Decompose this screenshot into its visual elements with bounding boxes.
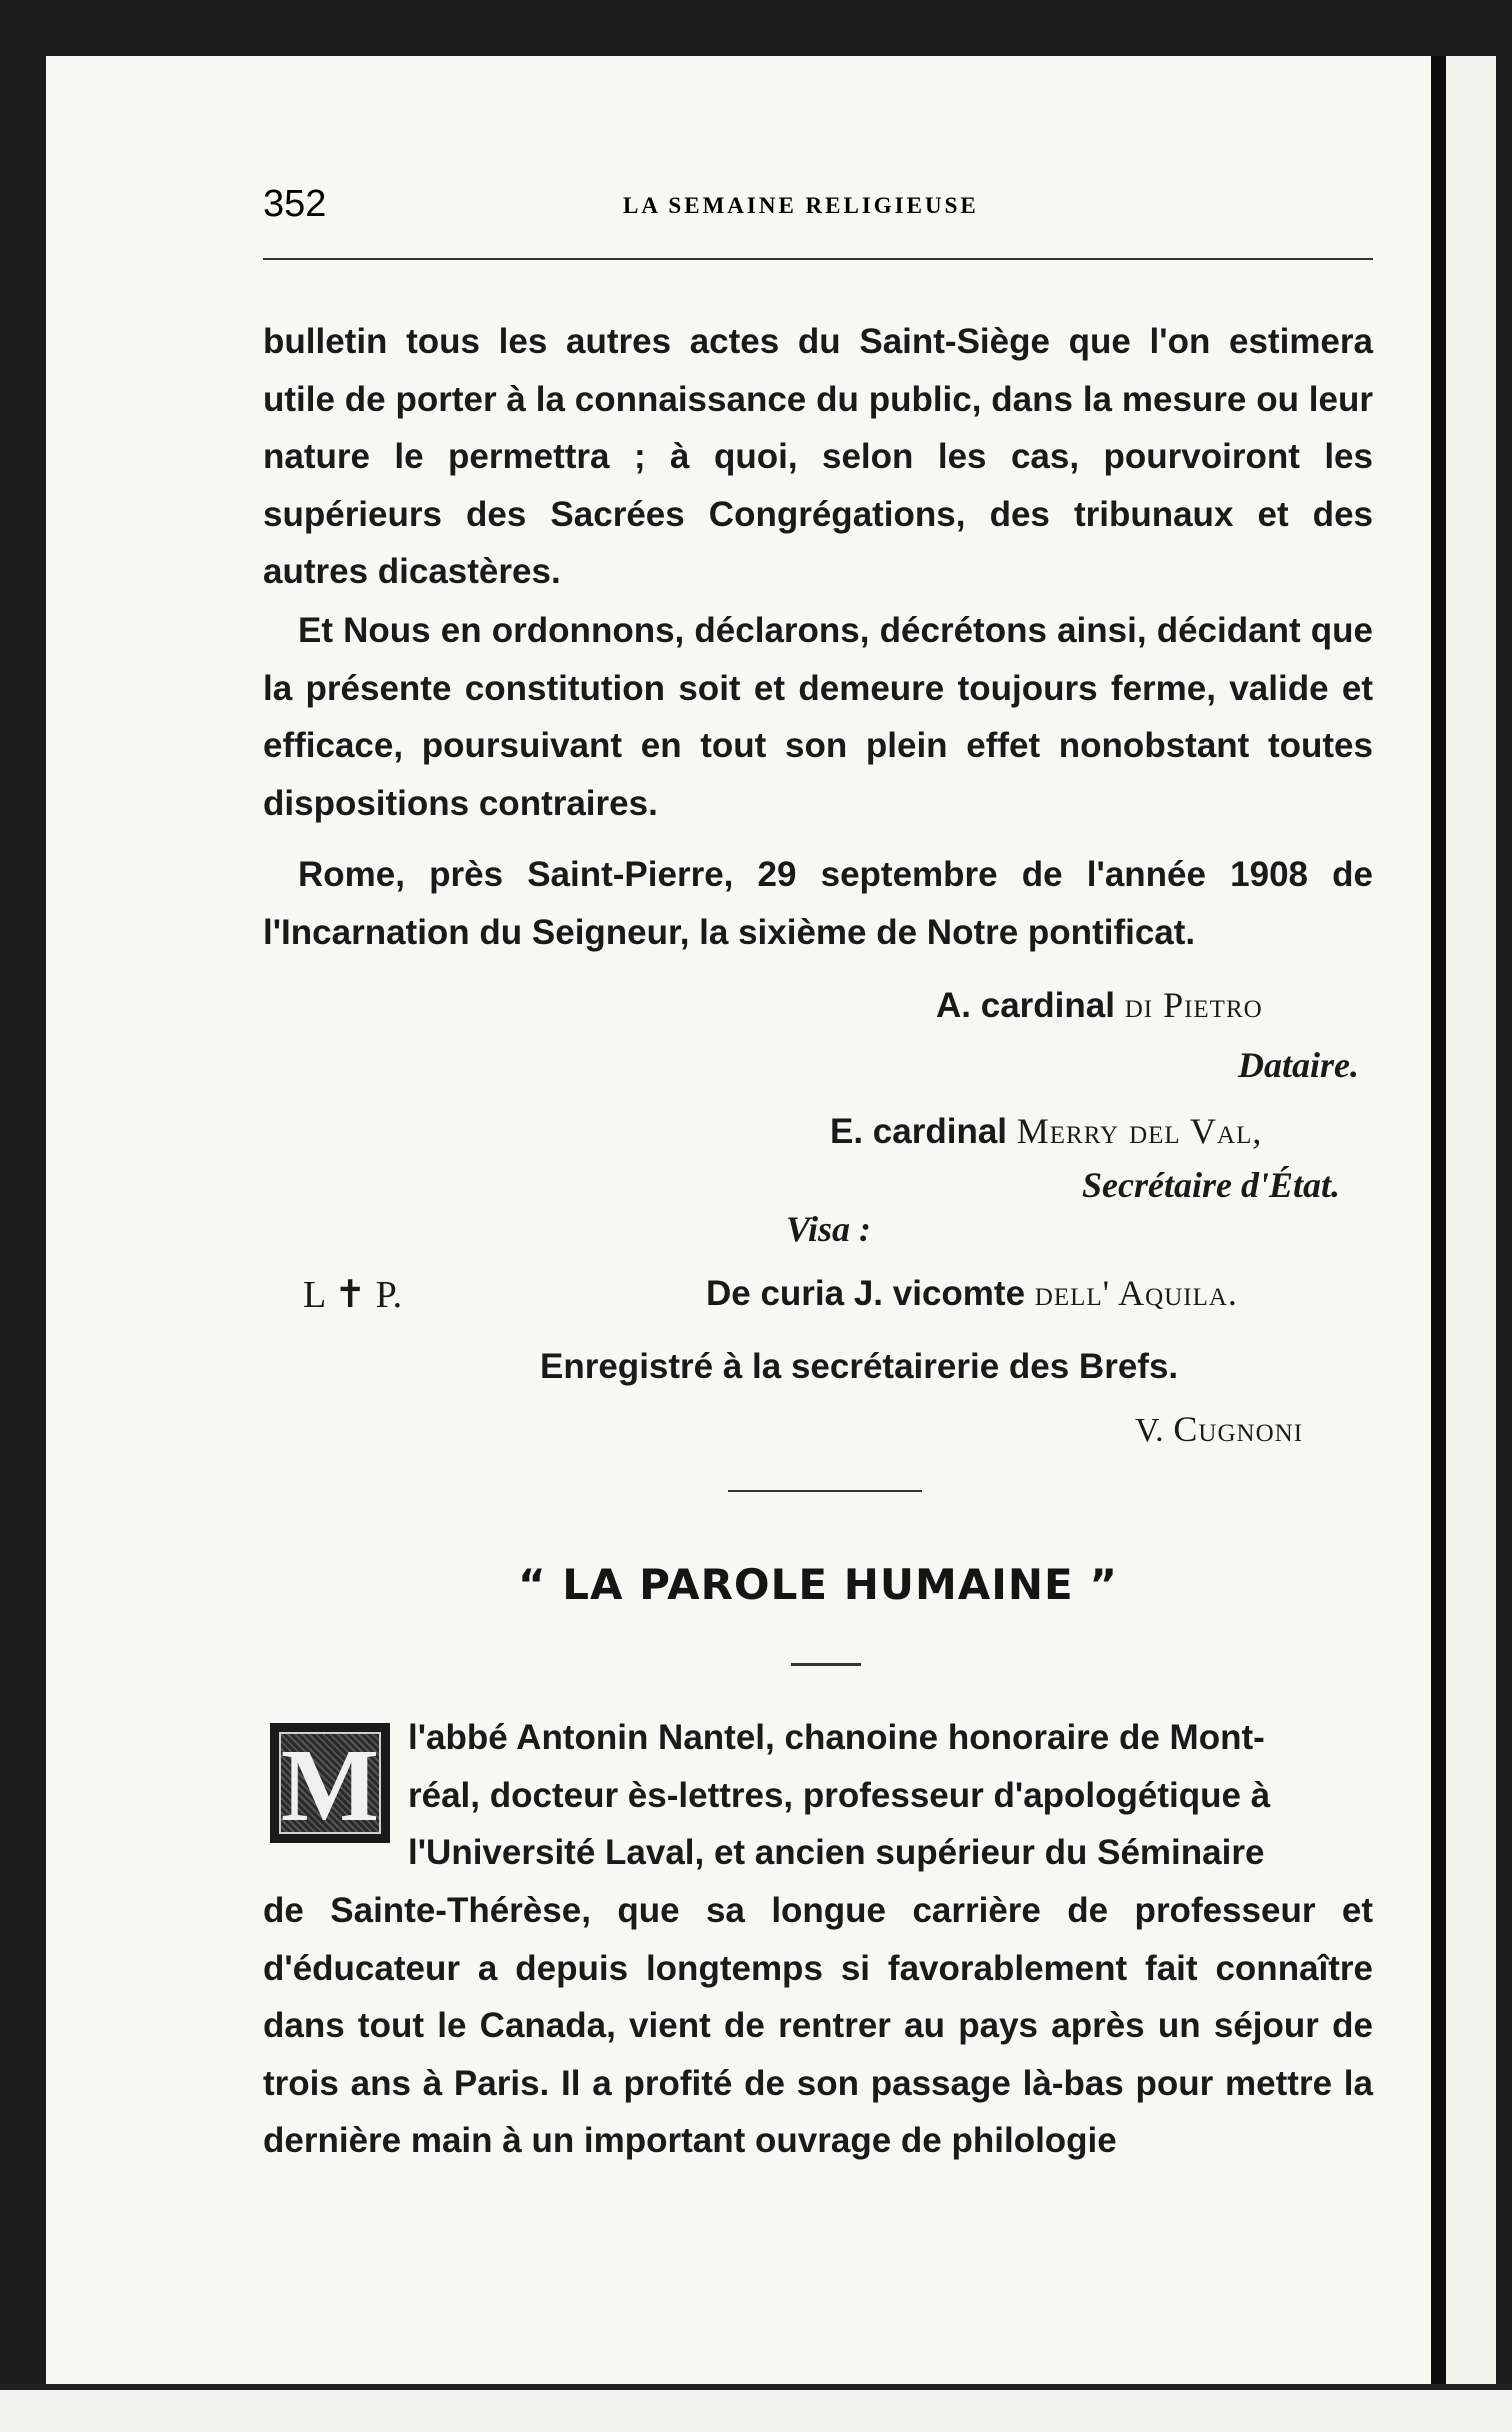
signature-2-prefix: E. cardinal	[830, 1112, 1008, 1151]
next-page-edge	[1446, 56, 1496, 2384]
paragraph-1	[263, 313, 1373, 601]
paragraph-3	[263, 846, 1373, 961]
seal-mark: L ✝ P.	[303, 1274, 403, 1316]
section-divider	[728, 1490, 922, 1492]
scan-bottom-band	[0, 2384, 1512, 2432]
signature-2-title: Secrétaire d'État.	[1082, 1165, 1340, 1205]
curia-line	[706, 1272, 1238, 1314]
header-rule	[263, 258, 1373, 260]
intro-line-3: l'Université Laval, et ancien supérieur du Séminaire	[408, 1833, 1265, 1872]
registrar-initial: V.	[1135, 1412, 1164, 1449]
registrar-name: Cugnoni	[1173, 1409, 1304, 1449]
signature-2-name: Merry del Val,	[1016, 1111, 1263, 1151]
section-paragraph: de Sainte-Thérèse, que sa longue carrière de professeur et d'éducateur a depuis longtemps si favorablement fait connaître dans tout le Canada, vient de rentrer au pays après un séjour de trois ans à Paris. Il a profité de son passage là-bas pour mettre la dernière main à un important ouvrage de philologie	[263, 1891, 1373, 2160]
running-head	[263, 183, 1373, 223]
registered-line: Enregistré à la secrétairerie des Brefs.	[540, 1347, 1179, 1386]
intro-lines	[408, 1709, 1373, 1882]
curia-prefix: De curia J. vicomte	[706, 1274, 1026, 1313]
signature-1	[936, 984, 1263, 1026]
registrar	[1135, 1408, 1303, 1450]
intro-line-2: réal, docteur ès-lettres, professeur d'apologétique à	[408, 1775, 1271, 1815]
page-edge-shadow	[1431, 56, 1446, 2384]
paragraph-2-text: Et Nous en ordonnons, déclarons, décrétons ainsi, décidant que la présente constitution soit et demeure toujours ferme, valide et efficace, poursuivant en tout son plein effet nonobstant toutes dispositions contraires.	[263, 611, 1373, 823]
page-number: 352	[263, 183, 327, 225]
signature-1-prefix: A. cardinal	[936, 986, 1115, 1025]
visa-label: Visa :	[786, 1209, 872, 1249]
curia-name: dell' Aquila.	[1034, 1273, 1238, 1313]
scan-bottom-line	[0, 2384, 1512, 2390]
dropcap-letter: M	[280, 1728, 380, 1843]
paragraph-1-text: bulletin tous les autres actes du Saint-Siège que l'on estimera utile de porter à la connaissance du public, dans la mesure ou leur nature le permettra ; à quoi, selon les cas, pourvoiront les supérieurs des Sacrées Congrégations, des tribunaux et des autres dicastères.	[263, 322, 1373, 591]
title-underline	[791, 1663, 861, 1666]
signature-2	[830, 1110, 1262, 1152]
dropcap-ornament	[270, 1723, 390, 1843]
journal-title: LA SEMAINE RELIGIEUSE	[623, 193, 979, 218]
signature-1-title: Dataire.	[1238, 1045, 1359, 1085]
signature-1-name: di Pietro	[1124, 985, 1263, 1025]
paragraph-2	[263, 602, 1373, 832]
section-title: “ LA PAROLE HUMAINE ”	[518, 1560, 1118, 1609]
intro-line-1: l'abbé Antonin Nantel, chanoine honoraire de Mont-	[408, 1718, 1265, 1757]
paragraph-3-text: Rome, près Saint-Pierre, 29 septembre de l'année 1908 de l'Incarnation du Seigneur, la sixième de Notre pontificat.	[263, 855, 1373, 952]
